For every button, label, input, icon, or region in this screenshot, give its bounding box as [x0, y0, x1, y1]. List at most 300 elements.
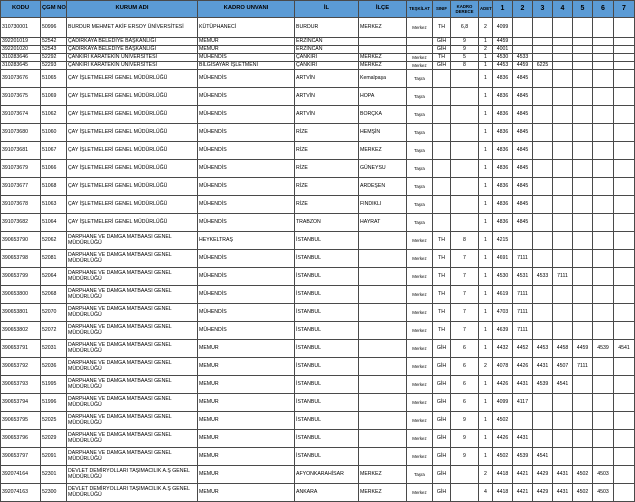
- col-2-cell: 4431: [513, 376, 533, 394]
- table-row: [1, 18, 635, 38]
- col-7-cell: 4541: [614, 340, 635, 358]
- teskilat-cell: Merkez: [407, 54, 433, 62]
- col-7-cell: [614, 376, 635, 394]
- col-3-cell: [533, 70, 553, 88]
- kurum-adi-cell: BURDUR MEHMET AKİF ERSOY ÜNİVERSİTESİ: [67, 18, 198, 38]
- col-4-cell: [553, 250, 573, 268]
- sinif-cell: TH: [433, 54, 451, 62]
- table-row: [1, 322, 635, 340]
- kadro-unvani-cell: MÜHENDİS: [198, 286, 295, 304]
- col-3-cell: [533, 322, 553, 340]
- col-3-cell: 4429: [533, 466, 553, 484]
- col-6-cell: [593, 178, 614, 196]
- kadro-unvani-cell: MEMUR: [198, 340, 295, 358]
- table-row: [1, 466, 635, 484]
- sinif-cell: GİH: [433, 38, 451, 46]
- kadro-unvani-cell: MEMUR: [198, 412, 295, 430]
- col-6-cell: 4503: [593, 466, 614, 484]
- il-cell: RİZE: [295, 178, 359, 196]
- kodu-cell: 391073675: [1, 88, 41, 106]
- sinif-cell: GİH: [433, 466, 451, 484]
- table-row: [1, 376, 635, 394]
- adet-cell: 1: [479, 106, 493, 124]
- adet-cell: 1: [479, 196, 493, 214]
- ilce-cell: Kemalpaşa: [359, 70, 407, 88]
- cgm-no-cell: 51067: [41, 142, 67, 160]
- adet-cell: 1: [479, 448, 493, 466]
- cgm-no-cell: 51064: [41, 214, 67, 232]
- sinif-cell: [433, 106, 451, 124]
- kurum-adi-cell: ÇANKIRI KARATEKİN ÜNİVERSİTESİ: [67, 62, 198, 70]
- sinif-cell: [433, 70, 451, 88]
- adet-cell: 1: [479, 268, 493, 286]
- sinif-cell: TH: [433, 286, 451, 304]
- cgm-no-cell: 51995: [41, 376, 67, 394]
- il-cell: İSTANBUL: [295, 304, 359, 322]
- cgm-no-cell: 52072: [41, 322, 67, 340]
- kodu-cell: 391073682: [1, 214, 41, 232]
- table-row: [1, 286, 635, 304]
- col-6-cell: [593, 376, 614, 394]
- teskilat-cell: Merkez: [407, 376, 433, 394]
- col-7-cell: [614, 160, 635, 178]
- col-2-cell: 4845: [513, 142, 533, 160]
- header-col-4: 4: [553, 1, 573, 18]
- kurum-adi-cell: ÇAY İŞLETMELERİ GENEL MÜDÜRLÜĞÜ: [67, 88, 198, 106]
- kadro-derece-cell: 6,8: [451, 18, 479, 38]
- col-7-cell: [614, 62, 635, 70]
- teskilat-cell: Merkez: [407, 286, 433, 304]
- col-6-cell: [593, 70, 614, 88]
- il-cell: İSTANBUL: [295, 232, 359, 250]
- teskilat-cell: Taşra: [407, 466, 433, 484]
- il-cell: TRABZON: [295, 214, 359, 232]
- sinif-cell: [433, 160, 451, 178]
- table-row: [1, 394, 635, 412]
- ilce-cell: [359, 340, 407, 358]
- kadro-unvani-cell: MÜHENDİS: [198, 142, 295, 160]
- cgm-no-cell: 52300: [41, 484, 67, 502]
- ilce-cell: MERKEZ: [359, 62, 407, 70]
- col-5-cell: [573, 142, 593, 160]
- col-2-cell: [513, 46, 533, 54]
- cgm-no-cell: 51060: [41, 124, 67, 142]
- ilce-cell: MERKEZ: [359, 484, 407, 502]
- col-5-cell: [573, 250, 593, 268]
- teskilat-cell: [407, 38, 433, 46]
- col-2-cell: 7111: [513, 286, 533, 304]
- il-cell: İSTANBUL: [295, 358, 359, 376]
- kadro-unvani-cell: MEMUR: [198, 430, 295, 448]
- col-7-cell: [614, 54, 635, 62]
- col-6-cell: [593, 250, 614, 268]
- col-4-cell: [553, 46, 573, 54]
- col-1-cell: 4426: [493, 430, 513, 448]
- kodu-cell: 390653800: [1, 286, 41, 304]
- col-5-cell: [573, 268, 593, 286]
- cgm-no-cell: 51068: [41, 178, 67, 196]
- teskilat-cell: Taşra: [407, 88, 433, 106]
- table-row: [1, 106, 635, 124]
- header-cgm-no: ÇGM NO: [41, 1, 67, 18]
- col-3-cell: [533, 160, 553, 178]
- ilce-cell: [359, 46, 407, 54]
- col-1-cell: 4836: [493, 160, 513, 178]
- table-row: [1, 340, 635, 358]
- col-1-cell: 4459: [493, 38, 513, 46]
- col-6-cell: [593, 160, 614, 178]
- kodu-cell: 390653792: [1, 358, 41, 376]
- adet-cell: 1: [479, 178, 493, 196]
- col-4-cell: [553, 106, 573, 124]
- kadro-derece-cell: 6: [451, 358, 479, 376]
- adet-cell: 2: [479, 358, 493, 376]
- cgm-no-cell: 51066: [41, 160, 67, 178]
- col-7-cell: [614, 250, 635, 268]
- teskilat-cell: Merkez: [407, 358, 433, 376]
- col-6-cell: [593, 412, 614, 430]
- cgm-no-cell: 52081: [41, 250, 67, 268]
- kadro-unvani-cell: MÜHENDİS: [198, 160, 295, 178]
- kurum-adi-cell: DARPHANE VE DAMGA MATBAASI GENEL MÜDÜRLÜĞÜ: [67, 268, 198, 286]
- adet-cell: 1: [479, 304, 493, 322]
- table-row: [1, 160, 635, 178]
- kodu-cell: 310283646: [1, 54, 41, 62]
- kadro-unvani-cell: BİLGİSAYAR İŞLETMENİ: [198, 62, 295, 70]
- col-5-cell: [573, 196, 593, 214]
- col-1-cell: 4530: [493, 54, 513, 62]
- col-3-cell: [533, 214, 553, 232]
- table-row: [1, 484, 635, 502]
- cgm-no-cell: 52062: [41, 232, 67, 250]
- col-3-cell: 4431: [533, 358, 553, 376]
- kadro-derece-cell: [451, 178, 479, 196]
- ilce-cell: ARDEŞEN: [359, 178, 407, 196]
- sinif-cell: GİH: [433, 62, 451, 70]
- kurum-adi-cell: DEVLET DEMİRYOLLARI TAŞIMACILIK A.Ş GENEL MÜDÜRLÜĞÜ: [67, 484, 198, 502]
- sinif-cell: [433, 178, 451, 196]
- kadro-unvani-cell: MÜHENDİS: [198, 54, 295, 62]
- table-row: [1, 448, 635, 466]
- col-7-cell: [614, 88, 635, 106]
- il-cell: ANKARA: [295, 484, 359, 502]
- col-6-cell: [593, 106, 614, 124]
- col-1-cell: 4836: [493, 178, 513, 196]
- teskilat-cell: Merkez: [407, 304, 433, 322]
- col-7-cell: [614, 232, 635, 250]
- kurum-adi-cell: ÇAY İŞLETMELERİ GENEL MÜDÜRLÜĞÜ: [67, 178, 198, 196]
- ilce-cell: [359, 232, 407, 250]
- kurum-adi-cell: ÇAY İŞLETMELERİ GENEL MÜDÜRLÜĞÜ: [67, 142, 198, 160]
- kodu-cell: 390653793: [1, 376, 41, 394]
- cgm-no-cell: 52025: [41, 412, 67, 430]
- col-1-cell: 4691: [493, 250, 513, 268]
- kurum-adi-cell: DARPHANE VE DAMGA MATBAASI GENEL MÜDÜRLÜĞÜ: [67, 322, 198, 340]
- adet-cell: 1: [479, 142, 493, 160]
- col-2-cell: [513, 232, 533, 250]
- cgm-no-cell: 52292: [41, 54, 67, 62]
- il-cell: İSTANBUL: [295, 286, 359, 304]
- teskilat-cell: Merkez: [407, 412, 433, 430]
- col-5-cell: [573, 88, 593, 106]
- col-4-cell: [553, 448, 573, 466]
- col-2-cell: 7111: [513, 322, 533, 340]
- kurum-adi-cell: ÇAY İŞLETMELERİ GENEL MÜDÜRLÜĞÜ: [67, 106, 198, 124]
- header-teskilat: TEŞKİLAT: [407, 1, 433, 18]
- col-4-cell: 4458: [553, 340, 573, 358]
- kadro-derece-cell: [451, 466, 479, 484]
- header-kadro-derece: KADRO DERECE: [451, 1, 479, 18]
- col-4-cell: [553, 18, 573, 38]
- sinif-cell: GİH: [433, 484, 451, 502]
- sinif-cell: GİH: [433, 394, 451, 412]
- kodu-cell: 390653796: [1, 430, 41, 448]
- col-7-cell: [614, 466, 635, 484]
- kadro-derece-cell: 7: [451, 322, 479, 340]
- col-7-cell: [614, 196, 635, 214]
- kodu-cell: 390653790: [1, 232, 41, 250]
- table-row: [1, 232, 635, 250]
- kadro-unvani-cell: MEMUR: [198, 466, 295, 484]
- kodu-cell: 390653794: [1, 394, 41, 412]
- kodu-cell: 390653797: [1, 448, 41, 466]
- teskilat-cell: Taşra: [407, 142, 433, 160]
- il-cell: RİZE: [295, 196, 359, 214]
- teskilat-cell: Taşra: [407, 214, 433, 232]
- adet-cell: 1: [479, 376, 493, 394]
- il-cell: İSTANBUL: [295, 268, 359, 286]
- col-1-cell: 4215: [493, 232, 513, 250]
- ilce-cell: [359, 286, 407, 304]
- col-3-cell: [533, 286, 553, 304]
- il-cell: RİZE: [295, 142, 359, 160]
- header-col-6: 6: [593, 1, 614, 18]
- col-4-cell: [553, 232, 573, 250]
- teskilat-cell: Taşra: [407, 106, 433, 124]
- col-2-cell: 4426: [513, 358, 533, 376]
- col-3-cell: [533, 412, 553, 430]
- col-6-cell: [593, 124, 614, 142]
- col-4-cell: [553, 304, 573, 322]
- col-4-cell: [553, 38, 573, 46]
- kadro-unvani-cell: MEMUR: [198, 448, 295, 466]
- header-ilce: İLÇE: [359, 1, 407, 18]
- col-4-cell: [553, 62, 573, 70]
- sinif-cell: [433, 88, 451, 106]
- sinif-cell: GİH: [433, 376, 451, 394]
- sinif-cell: [433, 142, 451, 160]
- kadro-unvani-cell: MÜHENDİS: [198, 106, 295, 124]
- kodu-cell: 390653801: [1, 304, 41, 322]
- col-3-cell: 4533: [533, 268, 553, 286]
- il-cell: RİZE: [295, 160, 359, 178]
- header-kurum-adi: KURUM ADI: [67, 1, 198, 18]
- ilce-cell: MERKEZ: [359, 466, 407, 484]
- col-6-cell: [593, 18, 614, 38]
- sinif-cell: TH: [433, 18, 451, 38]
- col-2-cell: 4845: [513, 88, 533, 106]
- col-7-cell: [614, 38, 635, 46]
- teskilat-cell: Taşra: [407, 196, 433, 214]
- kodu-cell: 390653795: [1, 412, 41, 430]
- kadro-derece-cell: [451, 70, 479, 88]
- kadro-unvani-cell: MEMUR: [198, 484, 295, 502]
- ilce-cell: HEMŞİN: [359, 124, 407, 142]
- col-1-cell: 4502: [493, 448, 513, 466]
- cgm-no-cell: 52293: [41, 62, 67, 70]
- col-2-cell: 4845: [513, 70, 533, 88]
- adet-cell: 1: [479, 430, 493, 448]
- col-6-cell: [593, 38, 614, 46]
- kurum-adi-cell: ÇAY İŞLETMELERİ GENEL MÜDÜRLÜĞÜ: [67, 196, 198, 214]
- col-6-cell: [593, 358, 614, 376]
- adet-cell: 2: [479, 18, 493, 38]
- col-5-cell: [573, 430, 593, 448]
- col-4-cell: 4431: [553, 466, 573, 484]
- col-3-cell: [533, 196, 553, 214]
- col-5-cell: [573, 70, 593, 88]
- il-cell: İSTANBUL: [295, 412, 359, 430]
- kadro-derece-cell: 6: [451, 376, 479, 394]
- table-row: [1, 430, 635, 448]
- ilce-cell: [359, 38, 407, 46]
- il-cell: İSTANBUL: [295, 430, 359, 448]
- kadro-unvani-cell: MÜHENDİS: [198, 124, 295, 142]
- col-3-cell: [533, 178, 553, 196]
- kadro-unvani-cell: MÜHENDİS: [198, 178, 295, 196]
- col-7-cell: [614, 178, 635, 196]
- col-3-cell: [533, 304, 553, 322]
- adet-cell: 1: [479, 214, 493, 232]
- col-4-cell: 4431: [553, 484, 573, 502]
- ilce-cell: [359, 268, 407, 286]
- ilce-cell: MERKEZ: [359, 54, 407, 62]
- table-row: [1, 412, 635, 430]
- col-2-cell: 4431: [513, 430, 533, 448]
- cgm-no-cell: 50996: [41, 18, 67, 38]
- adet-cell: 1: [479, 394, 493, 412]
- cgm-no-cell: 51996: [41, 394, 67, 412]
- col-1-cell: 4099: [493, 18, 513, 38]
- adet-cell: 1: [479, 286, 493, 304]
- il-cell: İSTANBUL: [295, 340, 359, 358]
- sinif-cell: [433, 214, 451, 232]
- col-1-cell: 4703: [493, 304, 513, 322]
- col-6-cell: [593, 142, 614, 160]
- col-6-cell: [593, 232, 614, 250]
- col-2-cell: 4533: [513, 54, 533, 62]
- kadro-unvani-cell: MEMUR: [198, 38, 295, 46]
- adet-cell: 2: [479, 46, 493, 54]
- kurum-adi-cell: DARPHANE VE DAMGA MATBAASI GENEL MÜDÜRLÜĞÜ: [67, 376, 198, 394]
- adet-cell: 1: [479, 160, 493, 178]
- header-col-1: 1: [493, 1, 513, 18]
- sinif-cell: GİH: [433, 412, 451, 430]
- col-2-cell: 4452: [513, 340, 533, 358]
- kurum-adi-cell: ÇAY İŞLETMELERİ GENEL MÜDÜRLÜĞÜ: [67, 70, 198, 88]
- kadro-derece-cell: [451, 160, 479, 178]
- col-7-cell: [614, 412, 635, 430]
- kodu-cell: 390653802: [1, 322, 41, 340]
- kodu-cell: 391073680: [1, 124, 41, 142]
- col-4-cell: 7111: [553, 268, 573, 286]
- cgm-no-cell: 52543: [41, 46, 67, 54]
- col-1-cell: 4453: [493, 62, 513, 70]
- adet-cell: 1: [479, 54, 493, 62]
- adet-cell: 1: [479, 322, 493, 340]
- col-6-cell: [593, 448, 614, 466]
- adet-cell: 1: [479, 88, 493, 106]
- il-cell: ERZİNCAN: [295, 46, 359, 54]
- col-2-cell: 4845: [513, 124, 533, 142]
- il-cell: İSTANBUL: [295, 448, 359, 466]
- kadro-unvani-cell: MÜHENDİS: [198, 304, 295, 322]
- adet-cell: 1: [479, 124, 493, 142]
- col-2-cell: [513, 18, 533, 38]
- ilce-cell: [359, 304, 407, 322]
- teskilat-cell: Merkez: [407, 484, 433, 502]
- il-cell: İSTANBUL: [295, 394, 359, 412]
- col-6-cell: [593, 268, 614, 286]
- adet-cell: 1: [479, 250, 493, 268]
- kodu-cell: 390653799: [1, 268, 41, 286]
- col-7-cell: [614, 394, 635, 412]
- col-5-cell: [573, 54, 593, 62]
- il-cell: AFYONKARAHİSAR: [295, 466, 359, 484]
- col-3-cell: [533, 18, 553, 38]
- col-5-cell: [573, 18, 593, 38]
- col-2-cell: [513, 412, 533, 430]
- col-4-cell: [553, 70, 573, 88]
- col-1-cell: 4836: [493, 106, 513, 124]
- table-row: [1, 38, 635, 46]
- col-3-cell: [533, 106, 553, 124]
- kodu-cell: 391073676: [1, 70, 41, 88]
- col-5-cell: [573, 448, 593, 466]
- col-5-cell: [573, 412, 593, 430]
- col-4-cell: [553, 430, 573, 448]
- kadro-derece-cell: [451, 88, 479, 106]
- sinif-cell: TH: [433, 250, 451, 268]
- col-6-cell: 4503: [593, 484, 614, 502]
- ilce-cell: [359, 448, 407, 466]
- kadro-unvani-cell: KÜTÜPHANECİ: [198, 18, 295, 38]
- kadro-derece-cell: 7: [451, 304, 479, 322]
- col-5-cell: [573, 160, 593, 178]
- sinif-cell: GİH: [433, 358, 451, 376]
- adet-cell: 1: [479, 232, 493, 250]
- kadro-unvani-cell: MÜHENDİS: [198, 196, 295, 214]
- teskilat-cell: Merkez: [407, 322, 433, 340]
- kadro-derece-cell: [451, 142, 479, 160]
- col-5-cell: 4459: [573, 340, 593, 358]
- ilce-cell: FINDIKLI: [359, 196, 407, 214]
- kurum-adi-cell: DARPHANE VE DAMGA MATBAASI GENEL MÜDÜRLÜĞÜ: [67, 304, 198, 322]
- table-row: [1, 304, 635, 322]
- kadro-derece-cell: 8: [451, 62, 479, 70]
- teskilat-cell: Taşra: [407, 124, 433, 142]
- col-5-cell: [573, 376, 593, 394]
- col-4-cell: [553, 214, 573, 232]
- cgm-no-cell: 52029: [41, 430, 67, 448]
- header-sinif: SINIF: [433, 1, 451, 18]
- col-6-cell: [593, 286, 614, 304]
- ilce-cell: HAYRAT: [359, 214, 407, 232]
- il-cell: ERZİNCAN: [295, 38, 359, 46]
- header-col-2: 2: [513, 1, 533, 18]
- sinif-cell: [433, 124, 451, 142]
- col-1-cell: 4432: [493, 340, 513, 358]
